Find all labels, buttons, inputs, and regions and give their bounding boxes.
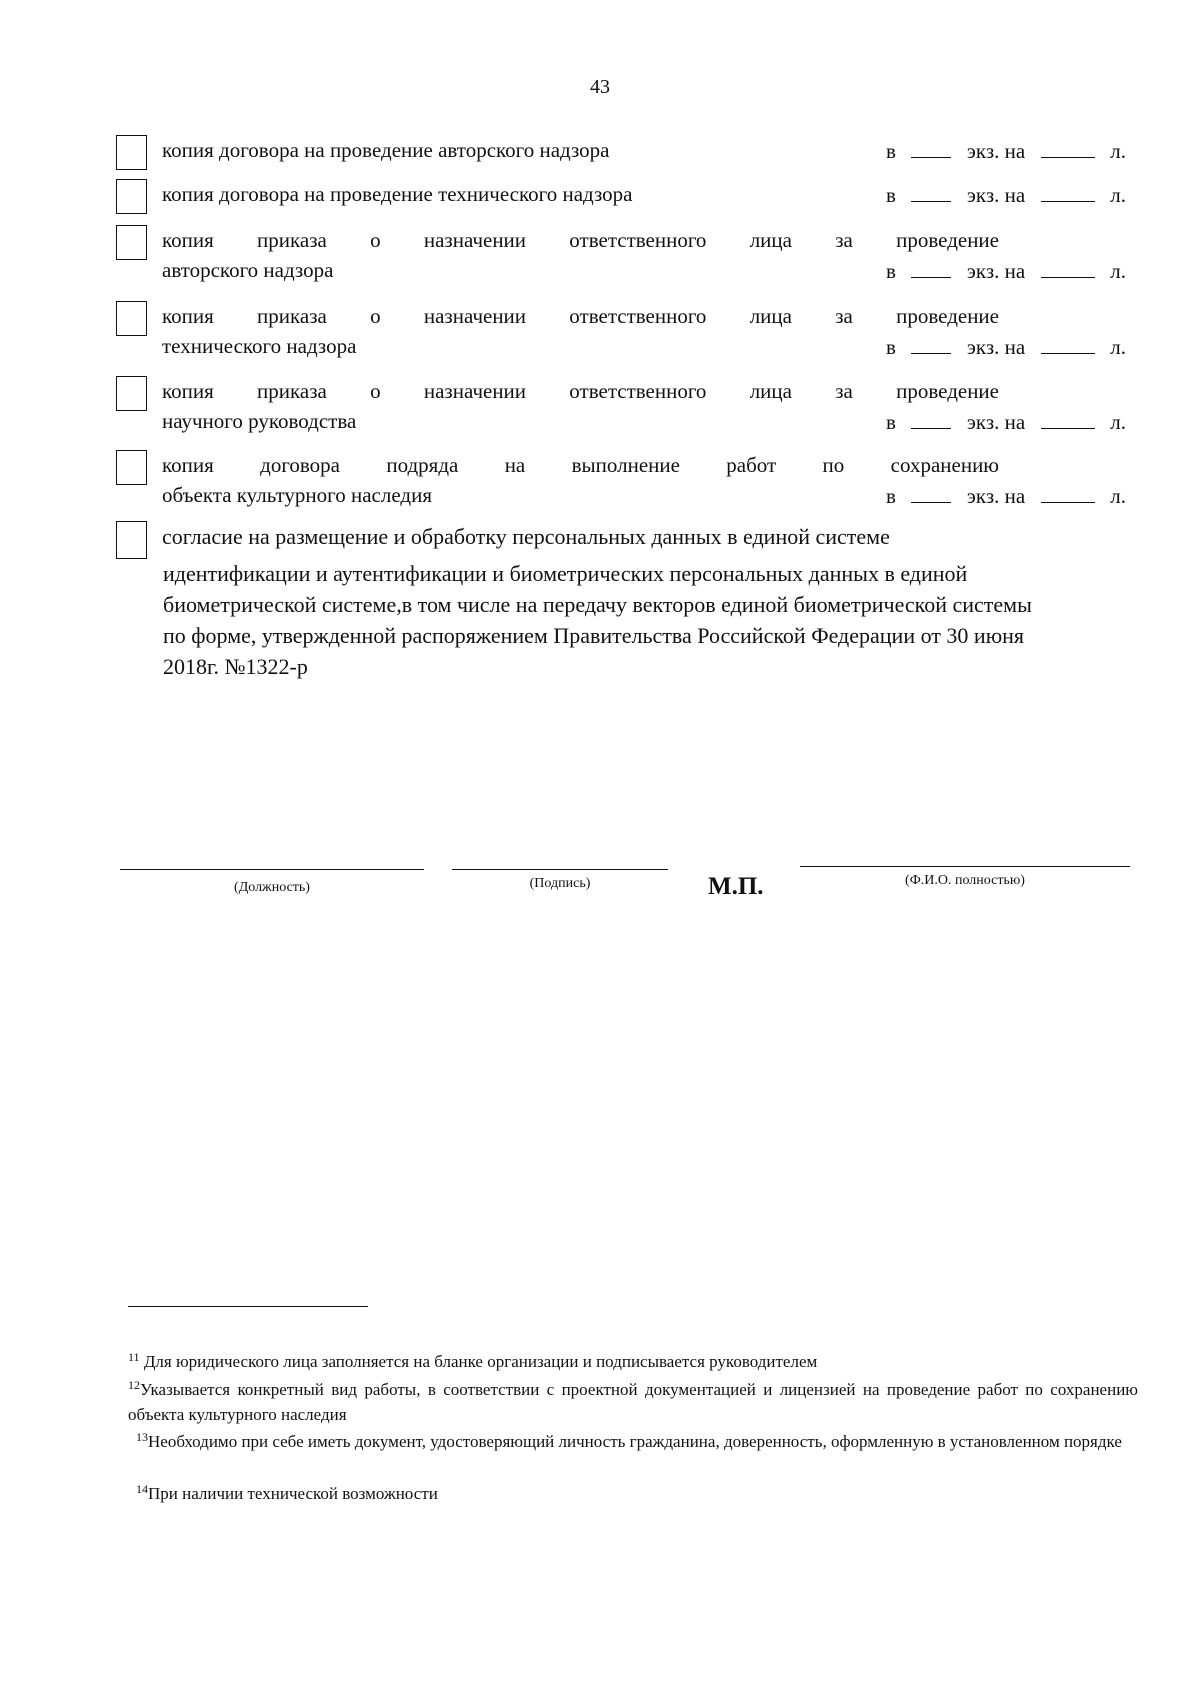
checklist-item-consent [116,521,1126,559]
copies-blank[interactable] [911,183,951,202]
footnote-13 [128,1425,1138,1454]
position-line[interactable] [120,869,424,870]
sheets-blank[interactable] [1041,183,1095,202]
item-text-line-2: научного руководства [162,409,357,433]
checkbox[interactable] [116,135,147,170]
footnote-text: Указывается конкретный вид работы, в соответствии с проектной документацией и лицензией на проведение работ по сохранению объекта культурного наследия [128,1380,1138,1424]
page-number: 43 [590,76,610,98]
checklist-item-4 [116,301,1126,365]
footnote-number: 11 [128,1350,140,1364]
position-caption: (Должность) [234,880,310,895]
item-text-line-1: копия приказа о назначении ответственного лица за проведение [162,228,999,252]
sheets-blank[interactable] [1041,259,1095,278]
footnote-text: При наличии технической возможности [148,1484,438,1503]
item-text: копия договора на проведение технического надзора [162,182,633,206]
checklist-item-6 [116,450,1126,514]
copies-blank[interactable] [911,259,951,278]
item-text-line-1: копия договора подряда на выполнение работ по сохранению [162,453,999,477]
consent-line: идентификации и аутентификации и биометрических персональных данных в единой [163,561,968,586]
footnote-14 [128,1477,1138,1506]
copies-field: в экз. на л. [886,183,1126,207]
item-text: копия договора на проведение авторского надзора [162,138,610,162]
checkbox[interactable] [116,225,147,260]
checkbox[interactable] [116,521,147,559]
consent-line: биометрической системе,в том числе на передачу векторов единой биометрической системы [163,592,1032,617]
full-name-line[interactable] [800,866,1130,867]
copies-blank[interactable] [911,410,951,429]
signature-line[interactable] [452,869,668,870]
checklist-item-3 [116,225,1126,289]
item-text-line-2: авторского надзора [162,258,334,282]
copies-blank[interactable] [911,484,951,503]
sheets-blank[interactable] [1041,484,1095,503]
footnote-number: 14 [136,1482,148,1496]
copies-field: в экз. на л. [886,139,1126,163]
footnote-text: Для юридического лица заполняется на бланке организации и подписывается руководителем [143,1352,818,1371]
checkbox[interactable] [116,376,147,411]
item-text-line-2: объекта культурного наследия [162,483,432,507]
copies-blank[interactable] [911,139,951,158]
footnote-text: Необходимо при себе иметь документ, удостоверяющий личность гражданина, доверенность, оформленную в установленном порядке [148,1432,1122,1451]
full-name-caption: (Ф.И.О. полностью) [905,873,1025,888]
footnote-number: 12 [128,1378,140,1392]
checkbox[interactable] [116,301,147,336]
item-text-line-1: копия приказа о назначении ответственного лица за проведение [162,379,999,403]
consent-line: 2018г. №1322-р [163,654,308,679]
stamp-label: М.П. [708,873,764,900]
consent-first-line: согласие на размещение и обработку персональных данных в единой системе [162,524,890,549]
checklist-item-2 [116,179,1126,215]
footnote-11 [128,1345,1138,1374]
consent-text [163,558,1123,682]
copies-field: в экз. на л. [886,410,1126,434]
consent-line: по форме, утвержденной распоряжением Правительства Российской Федерации от 30 июня [163,623,1025,648]
item-text-line-2: технического надзора [162,334,357,358]
sheets-blank[interactable] [1041,139,1095,158]
sheets-blank[interactable] [1041,335,1095,354]
copies-field: в экз. на л. [886,335,1126,359]
checklist-item-1 [116,135,1126,171]
checklist-item-5 [116,376,1126,440]
copies-field: в экз. на л. [886,259,1126,283]
signature-caption: (Подпись) [529,876,591,891]
checkbox[interactable] [116,179,147,214]
footnote-number: 13 [136,1430,148,1444]
footnote-12 [128,1373,1138,1427]
footnote-separator [128,1306,368,1307]
sheets-blank[interactable] [1041,410,1095,429]
copies-field: в экз. на л. [886,484,1126,508]
checkbox[interactable] [116,450,147,485]
item-text-line-1: копия приказа о назначении ответственного лица за проведение [162,304,999,328]
copies-blank[interactable] [911,335,951,354]
